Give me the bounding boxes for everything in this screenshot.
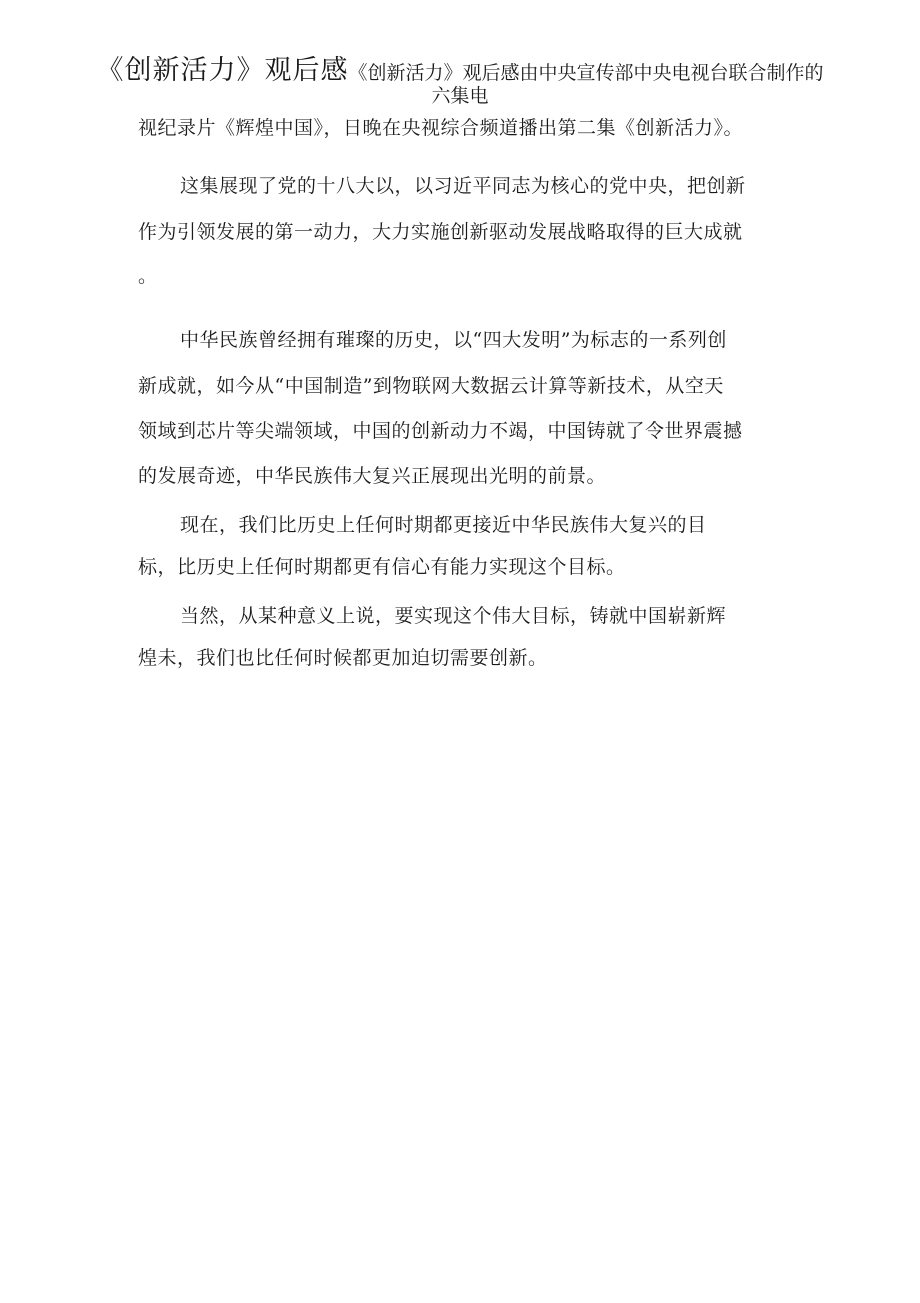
paragraph-line: 的发展奇迹，中华民族伟大复兴正展现出光明的前景。 <box>138 465 607 487</box>
paragraph-1 <box>138 116 778 140</box>
paragraph-line: 现在，我们比历史上任何时期都更接近中华民族伟大复兴的目 <box>180 514 707 536</box>
document-title: 《创新活力》观后感 <box>96 55 349 86</box>
paragraph-5 <box>138 604 778 670</box>
document-heading <box>60 55 860 107</box>
title-inline-text: 《创新活力》观后感由中央宣传部中央电视台联合制作的 <box>348 62 824 84</box>
paragraph-line: 视纪录片《辉煌中国》，日晚在央视综合频道播出第二集《创新活力》。 <box>138 117 744 139</box>
paragraph-line: 这集展现了党的十八大以，以习近平同志为核心的党中央，把创新 <box>180 175 746 197</box>
paragraph-4 <box>138 513 778 579</box>
paragraph-line: 标，比历史上任何时期都更有信心有能力实现这个目标。 <box>138 556 626 578</box>
paragraph-3 <box>138 328 778 488</box>
paragraph-line: 新成就，如今从“中国制造”到物联网大数据云计算等新技术，从空天 <box>138 375 724 397</box>
paragraph-2 <box>138 174 778 288</box>
document-body <box>138 116 778 670</box>
title-wrap-text: 六集电 <box>431 85 489 107</box>
paragraph-line: 领域到芯片等尖端领域，中国的创新动力不竭，中国铸就了令世界震撼 <box>138 420 743 442</box>
paragraph-line: 作为引领发展的第一动力，大力实施创新驱动发展战略取得的巨大成就 <box>138 221 743 243</box>
paragraph-line: 煌未，我们也比任何时候都更加迫切需要创新。 <box>138 647 548 669</box>
paragraph-line: 。 <box>138 265 158 287</box>
paragraph-line: 中华民族曾经拥有璀璨的历史，以“四大发明”为标志的一系列创 <box>180 329 727 351</box>
paragraph-line: 当然，从某种意义上说，要实现这个伟大目标，铸就中国崭新辉 <box>180 605 727 627</box>
